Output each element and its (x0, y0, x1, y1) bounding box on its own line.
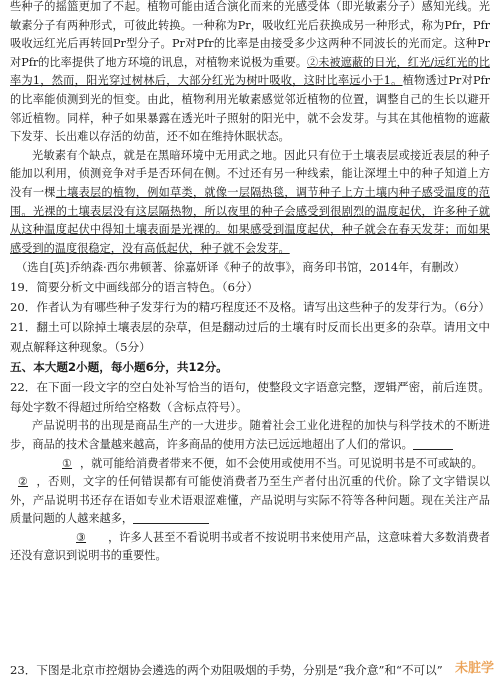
underlined-passage-3: 土壤表层的植物，例如草类，就像一层隔热毯，调节种子上方土壤内种子感受温度的范围。光裸的土壤表层没有这层隔热物，所以夜里的种子会感受到很剧烈的温度起伏，许多种子就从这种温度起伏中得知土壤表面是光裸的。如果感受到温度起伏，种子就会在春天发芽；而如果感受到的温度很稳定，没有高低起伏，种子就不会发芽。 (10, 185, 490, 255)
passage-paragraph-1: 些种子的摇篮更加了不起。植物可能由适合演化而来的光感受体（即光敏素分子）感知光线。光敏素分子有两种形式，可彼此转换。一种称为Pr，吸收红光后获换成另一种形式，称为Pfr，Pfr吸收远红光后再转回Pr型分子。Pr对Pfr的比率是由接受多少这两种不同波长的光而定。这种Pr对Pfr的比率提供了地方环境的讯息，对植物来说极为重要。②未被遮蔽的日光，红光/远红光的比率为1，然而，阳光穿过树林后，大部分红光为树叶吸收，这时比率远小于1。植物透过Pr对Pfr的比率能侦测到光的恒变。由此，植物利用光敏素感觉邻近植物的位置，调整自己的生长以避开邻近植物。同样，种子如果暴露在透光叶子照射的阳光中，就不会发芽。与其在其他植物的遮蔽下发芽、长出难以存活的幼苗，还不如在维持休眠状态。 (10, 0, 490, 144)
blank-line (413, 437, 453, 450)
question-19: 19．简要分析文中画线部分的语言特色。（6分） (10, 280, 259, 295)
q22-paragraph-d: ③ ，许多人甚至不看说明书或者不按说明书来使用产品，这意味着大多数消费者还没有意识到说明书的重要性。 (10, 530, 490, 563)
question-20: 20．作者认为有哪些种子发芽行为的精巧程度还不及格。请写出这些种子的发芽行为。（6分） (10, 300, 491, 315)
watermark-logo: 未脏学 (454, 661, 494, 676)
q22-paragraph-a: 产品说明书的出现是商品生产的一大进步。随着社会工业化进程的加快与科学技术的不断进步，商品的技术含量越来越高，许多商品的使用方法已远远地超出了人们的常识。 (10, 419, 490, 451)
question-22-stem: 22．在下面一段文字的空白处补写恰当的语句，使整段文字语意完整，逻辑严密，前后连贯。每处字数不得超过所给空格数（含标点符号）。 (10, 380, 490, 415)
q22-paragraph-c: ② ，否则，文字的任何错误都有可能使消费者乃至生产者付出沉重的代价。除了文字错误以外，产品说明书还存在语如专业术语艰涩难懂，产品说明与实际不符等各种问题。现在关注产品质量问题的人越来越多， (10, 475, 490, 526)
question-23-partial: 23．下图是北京市控烟协会遴选的两个劝阻吸烟的手势，分别是“我介意”和“不可以” (10, 663, 443, 677)
blank-2-marker: ② (18, 475, 29, 489)
passage-source: （选自[英]乔纳森·西尔弗顿著、徐嘉妍译《种子的故事》，商务印书馆，2014年，有删改） (16, 261, 466, 275)
underlined-sentence-2: ②未被遮蔽的日光，红光/远红光的比率为1，然而，阳光穿过树林后，大部分红光为树叶吸收，这时比率远小于1。 (10, 55, 490, 88)
passage-paragraph-2: 光敏素有个缺点，就是在黑暗环境中无用武之地。因此只有位于土壤表层或接近表层的种子能加以利用，侦测竞争对手是否环伺在侧。不过还有另一种线索，能让深埋土中的种子知道上方没有一棵土壤表层的植物，例如草类，就像一层隔热毯，调节种子上方土壤内种子感受温度的范围。光裸的土壤表层没有这层隔热物，所以夜里的种子会感受到很剧烈的温度起伏，许多种子就从这种温度起伏中得知土壤表面是光裸的。如果感受到温度起伏，种子就会在春天发芽；而如果感受到的温度很稳定，没有高低起伏，种子就不会发芽。 (10, 148, 490, 255)
question-21: 21．翻土可以除掉土壤表层的杂草，但是翻动过后的土壤有时反而长出更多的杂草。请用文中观点解释这种现象。（5分） (10, 320, 490, 355)
blank-3-marker: ③ (76, 530, 87, 544)
q22-paragraph-b: ① ，就可能给消费者带来不便，如不会使用或使用不当。可见说明书是不可或缺的。 (10, 455, 490, 474)
blank-1-marker: ① (62, 456, 73, 470)
section-five-heading: 五、本大题2小题，每小题6分，共12分。 (10, 360, 228, 375)
blank-line (133, 511, 209, 524)
